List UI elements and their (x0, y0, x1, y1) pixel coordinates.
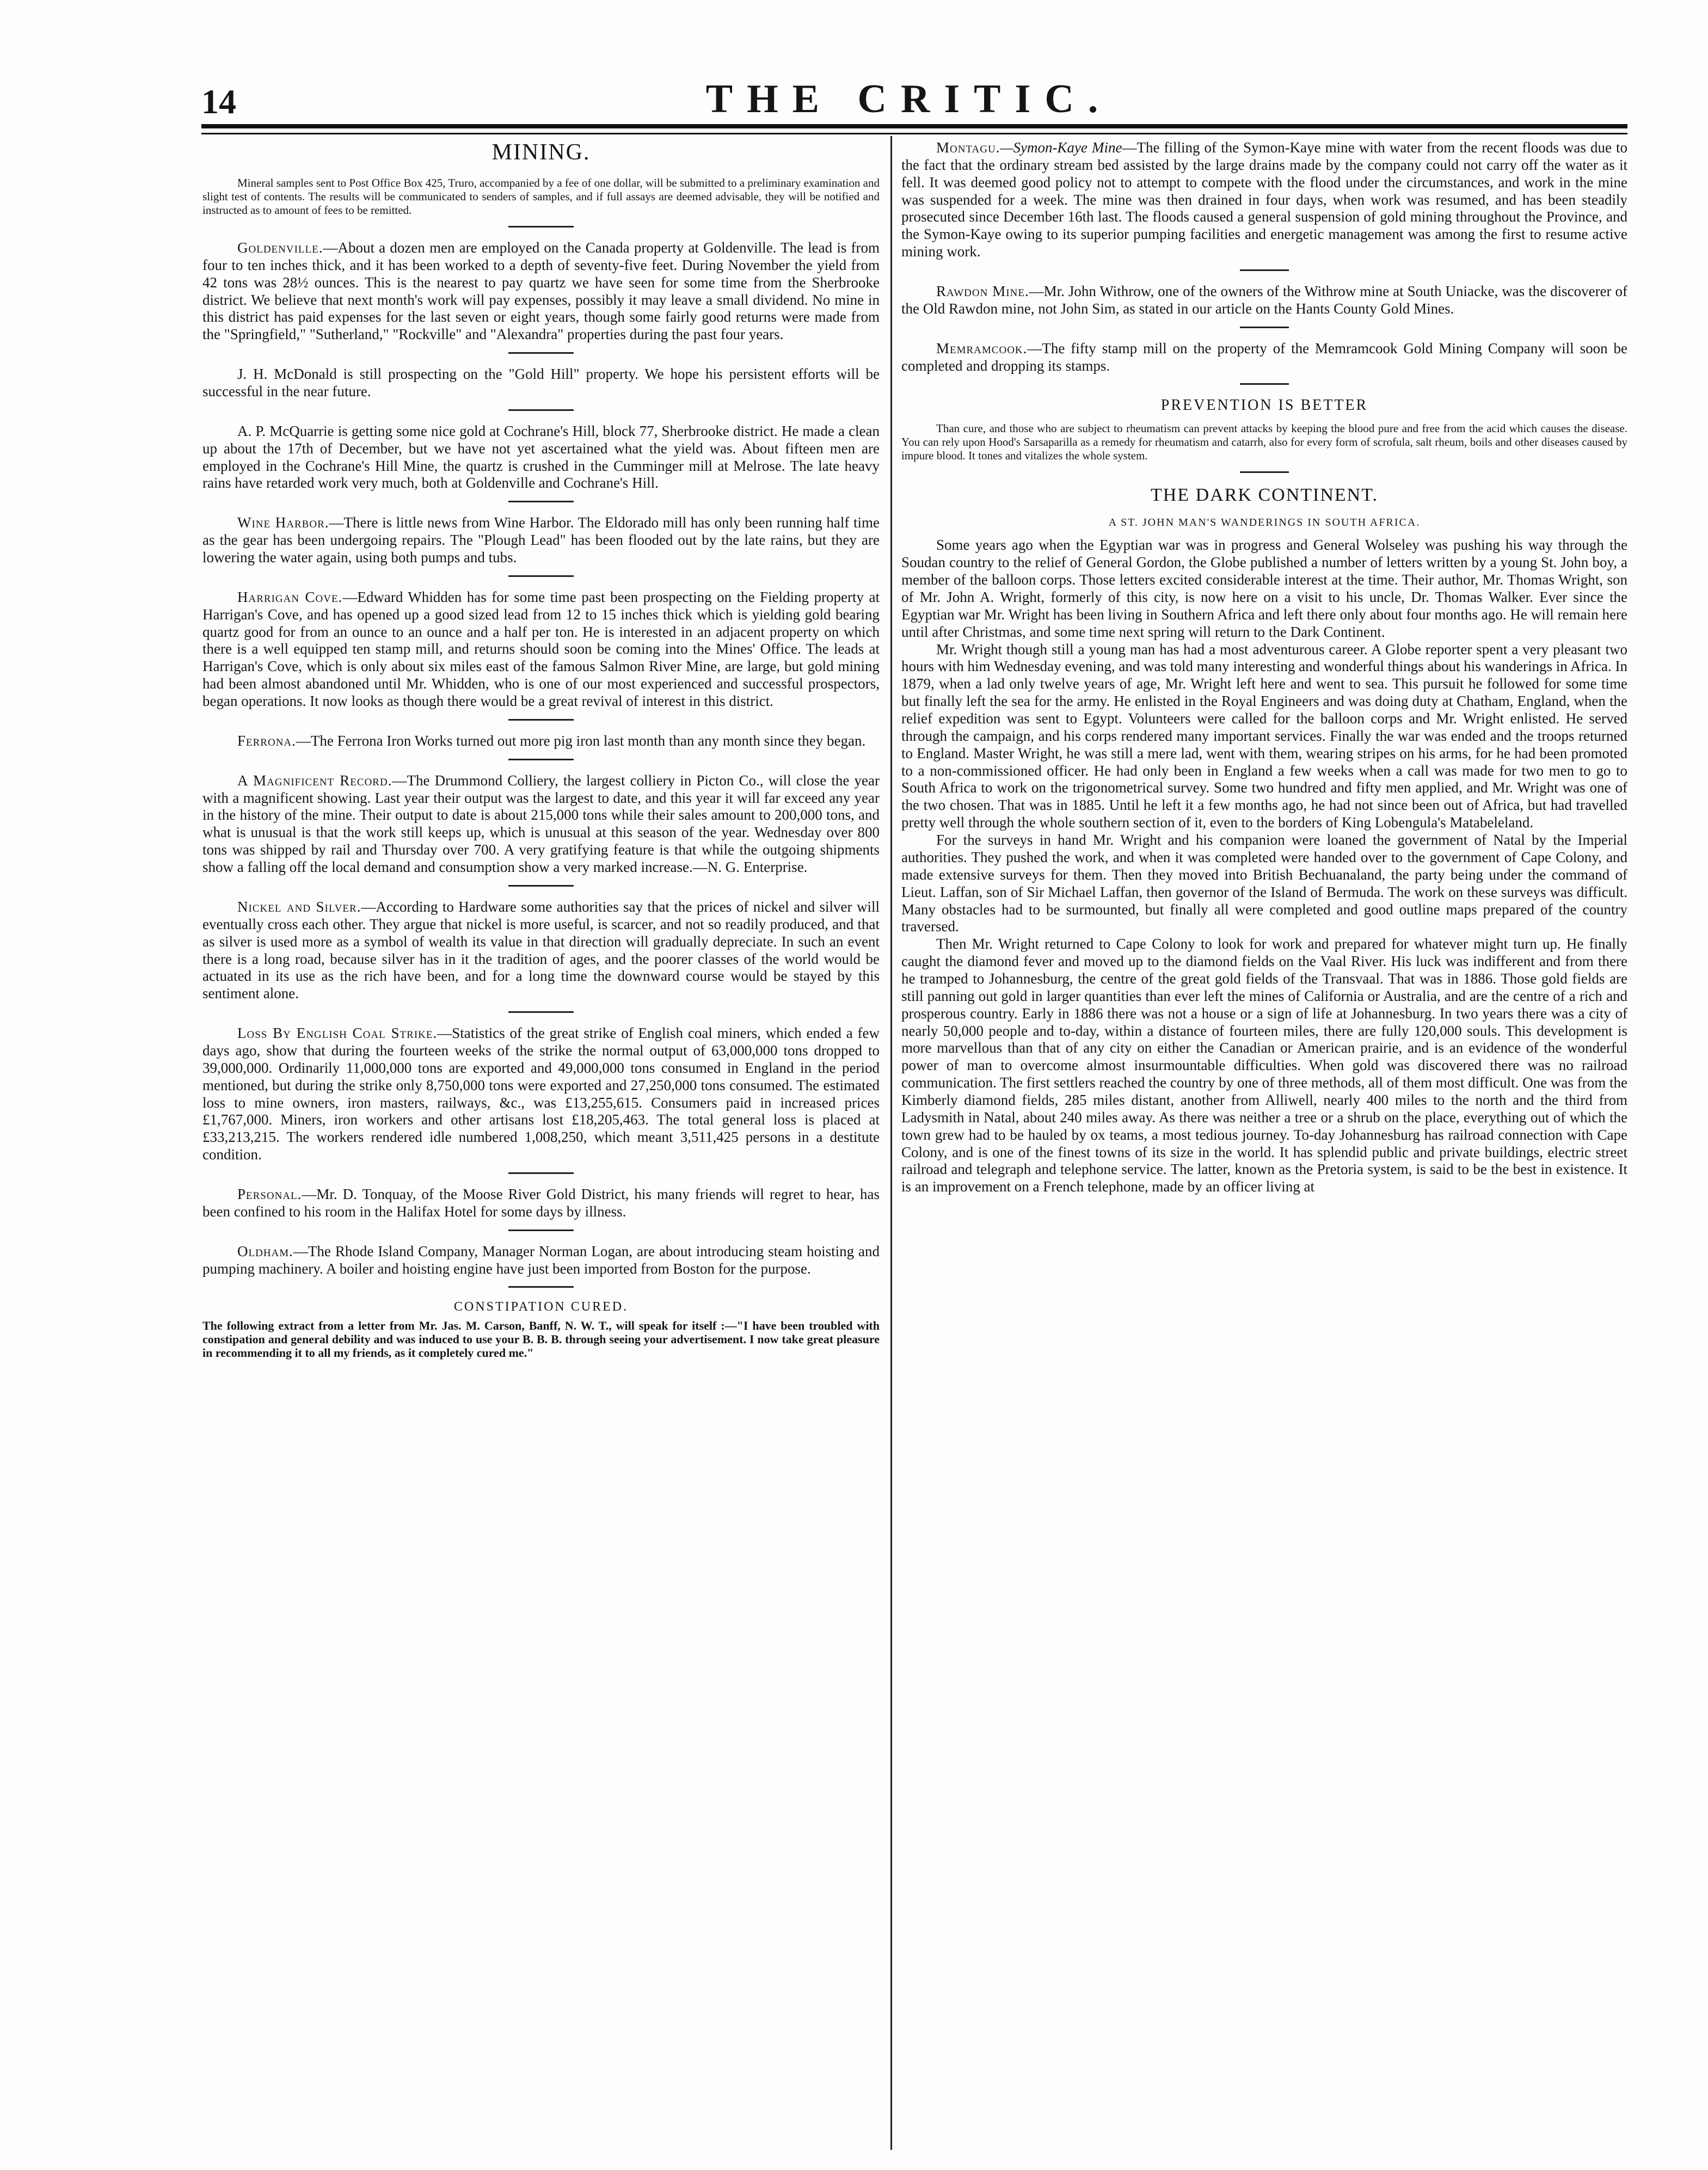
separator-rule (508, 1230, 574, 1231)
separator-rule (1240, 383, 1289, 385)
article-lead: Montagu. (936, 139, 1000, 156)
article-lead: Loss By English Coal Strike. (237, 1025, 438, 1042)
mining-article (202, 423, 880, 492)
separator-rule (508, 1286, 574, 1288)
masthead-rule-thick (201, 124, 1627, 128)
article-text: —Statistics of the great strike of English coal miners, which ended a few days ago, show that during the fourteen weeks of the strike the normal output of 63,000,000 tons dropped to 39,000,000. Ordinarily 11,000,000 tons are exported and 49,000,000 tons consumed in England in the period mentioned, but during the strike only 8,750,000 tons were exported and 27,250,000 tons consumed. The estimated loss to mine owners, iron masters, railways, &c., was £13,255,615. Consumers paid in increased prices £1,767,000. Miners, iron workers and other artisans lost £18,205,463. The total general loss is placed at £33,213,215. The workers rendered idle numbered 1,008,250, which meant 3,511,425 persons in a destitute condition. (202, 1025, 880, 1163)
dark-continent-paragraph: For the surveys in hand Mr. Wright and his companion were loaned the government of Natal by the Imperial authorities. They pushed the work, and when it was completed were handed over to the government of Cape Colony, and made extensive surveys for them. Then they moved into British Bechuanaland, the party being under the command of Lieut. Laffan, son of Sir Michael Laffan, then governor of the Island of Bermuda. The work on these surveys was difficult. Many obstacles had to be surmounted, but finally all were completed and good outline maps prepared of the country traversed. (901, 832, 1627, 935)
separator-rule (508, 759, 574, 760)
article-subtitle: —Symon-Kaye Mine (1000, 139, 1122, 156)
mining-article (202, 589, 880, 710)
mining-notice: Mineral samples sent to Post Office Box 425, Truro, accompanied by a fee of one dollar, will be submitted to a preliminary examination and slight test of contents. The results will be communicated to senders of samples, and if full assays are deemed advisable, they will be notified and instructed as to amount of fees to be remitted. (202, 176, 880, 217)
mining-heading: MINING. (491, 140, 591, 165)
prevention-text: Than cure, and those who are subject to rheumatism can prevent attacks by keeping the blood pure and free from the acid which causes the disease. You can rely upon Hood's Sarsaparilla as a remedy for rheumatism and catarrh, also for every form of scrofula, salt rheum, boils and other diseases caused by impure blood. It tones and vitalizes the whole system. (901, 422, 1627, 463)
article-text: —The Rhode Island Company, Manager Norman Logan, are about introducing steam hoisting and pumping machinery. A boiler and hoisting engine have just been imported from Boston for the purpose. (202, 1243, 880, 1277)
article-lead: Wine Harbor. (237, 514, 329, 531)
mining-article (202, 1025, 880, 1164)
separator-rule (508, 409, 574, 411)
separator-rule (1240, 471, 1289, 473)
separator-rule (508, 575, 574, 577)
masthead-rule-thin (201, 133, 1627, 134)
article-text: —The filling of the Symon-Kaye mine with water from the recent floods was due to the fact that the ordinary stream bed assisted by the large drains made by the company could not carry off the water as it fell. It was deemed good policy not to attempt to compete with the flood under the circumstances, and work in the mine was suspended for a week. The mine was then drained in four days, when work was resumed, and has been steadily prosecuted since December 16th last. The floods caused a general suspension of gold mining throughout the Province, and the Symon-Kaye owing to its superior pumping facilities and energetic management was among the first to resume active mining work. (901, 139, 1627, 260)
article-lead: Rawdon Mine. (936, 283, 1029, 300)
article-text: —About a dozen men are employed on the Canada property at Goldenville. The lead is from four to ten inches thick, and it has been worked to a depth of seventy-five feet. During November the yield from 42 tons was 28½ ounces. This is the nearest to pay quartz we have seen for some time from the Sherbrooke district. We believe that next month's work will pay expenses, possibly it may leave a small dividend. No mine in this district has paid expenses for the last seven or eight years, though some fairly good returns were made from the "Springfield," "Sutherland," "Rockville" and "Alexandra" properties during the past four years. (202, 239, 880, 343)
article-lead: Ferrona. (237, 732, 296, 749)
article-text: —There is little news from Wine Harbor. The Eldorado mill has only been running half time as the gear has been undergoing repairs. The "Plough Lead" has been flooded out by the late rains, but they are lowering the water again, using both pumps and tubs. (202, 514, 880, 566)
article-text: —According to Hardware some authorities say that the prices of nickel and silver will eventually cross each other. They argue that nickel is more useful, is scarcer, and not so readily produced, and that as silver is used more as a symbol of wealth its value in that direction will gradually depreciate. In such an event there is a long road, because silver has in it the tradition of ages, and the poorer classes of the world would be actuated in its use as the rich have been, and for a long time the downward course would be stayed by this sentiment alone. (202, 898, 880, 1002)
article-text: J. H. McDonald is still prospecting on the "Gold Hill" property. We hope his persistent efforts will be successful in the near future. (202, 366, 880, 400)
separator-rule (508, 226, 574, 228)
newspaper-title: THE CRITIC. (705, 77, 1113, 121)
article-lead: Goldenville. (237, 239, 323, 256)
separator-rule (508, 352, 574, 354)
dark-continent-heading: THE DARK CONTINENT. (1151, 485, 1378, 506)
mining-article (202, 899, 880, 1003)
separator-rule (1240, 269, 1289, 271)
mining-article (202, 514, 880, 567)
article-lead: Personal. (237, 1185, 302, 1202)
left-column (202, 139, 880, 2148)
column-divider (890, 136, 892, 2150)
mining-article (202, 733, 880, 750)
article-text: A. P. McQuarrie is getting some nice gold at Cochrane's Hill, block 77, Sherbrooke district. He made a clean up about the 17th of December, but we have not yet ascertained what the yield was. About fifteen men are employed in the Cochrane's Hill Mine, the quartz is crushed in the Cumminger mill at Melrose. The late heavy rains have retarded work very much, both at Goldenville and Cochrane's Hill. (202, 422, 880, 491)
mining-article (901, 340, 1627, 375)
separator-rule (1240, 327, 1289, 328)
article-lead: Oldham. (237, 1243, 293, 1259)
constipation-heading: CONSTIPATION CURED. (453, 1300, 629, 1314)
mining-article (202, 366, 880, 401)
dark-continent-paragraph: Mr. Wright though still a young man has had a most adventurous career. A Globe reporter spent a very pleasant two hours with him Wednesday evening, and was told many interesting and wonderful things about his wanderings in Africa. In 1879, when a lad only twelve years of age, Mr. Wright left here and went to sea. This pursuit he followed for some time but finally left the sea for the army. He enlisted in the Royal Engineers and was doing duty at Chatham, England, when the relief expedition was sent to Egypt. Volunteers were called for the balloon corps and Mr. Wright enlisted. He served through the campaign, and his corps rendered many important services. Finally the war was ended and the troops returned to England. Master Wright, he was still a mere lad, went with them, wearing stripes on his arms, for he had been promoted to a non-commissioned officer. He had only been in England a few weeks when a call was made for two men to go to South Africa to work on the trigonometrical survey. Some two hundred and fifty men applied, and Mr. Wright was one of the two chosen. That was in 1885. Until he left it a few months ago, he had not since been out of Africa, but had travelled pretty well through the whole southern section of it, even to the borders of King Lobengula's Matabeleland. (901, 641, 1627, 831)
article-lead: A Magnificent Record. (237, 772, 392, 789)
mining-article (202, 772, 880, 876)
mining-article (202, 1243, 880, 1278)
article-text: —Mr. D. Tonquay, of the Moose River Gold District, his many friends will regret to hear, has been confined to his room in the Halifax Hotel for some days by illness. (202, 1185, 880, 1220)
mining-article (901, 283, 1627, 318)
article-lead: Memramcook. (936, 340, 1028, 356)
dark-continent-body (901, 537, 1627, 1196)
separator-rule (508, 1172, 574, 1174)
article-text: —The Ferrona Iron Works turned out more pig iron last month than any month since they began. (296, 732, 866, 749)
mining-articles (202, 239, 880, 1288)
mining-article (901, 139, 1627, 261)
page-number: 14 (201, 82, 236, 121)
article-lead: Nickel and Silver. (237, 898, 361, 915)
prevention-heading: PREVENTION IS BETTER (1160, 397, 1368, 414)
article-text: —The fifty stamp mill on the property of the Memramcook Gold Mining Company will soon be completed and dropping its stamps. (901, 340, 1627, 374)
separator-rule (508, 1011, 574, 1013)
article-text: —Mr. John Withrow, one of the owners of the Withrow mine at South Uniacke, was the discoverer of the Old Rawdon mine, not John Sim, as stated in our article on the Hants County Gold Mines. (901, 283, 1627, 317)
dark-continent-paragraph: Some years ago when the Egyptian war was in progress and General Wolseley was pushing his way through the Soudan country to the relief of General Gordon, the Globe published a number of letters written by a young St. John boy, a member of the balloon corps. Those letters excited considerable interest at the time. Their author, Mr. Thomas Wright, son of Mr. John A. Wright, formerly of this city, is now here on a visit to his uncle, Dr. Thomas Walker. Ever since the Egyptian war Mr. Wright has been living in Southern Africa and left there only about four months ago. He will remain here until after Christmas, and some time next spring will return to the Dark Continent. (901, 537, 1627, 640)
article-lead: Harrigan Cove. (237, 588, 343, 605)
constipation-text: The following extract from a letter from Mr. Jas. M. Carson, Banff, N. W. T., will speak for itself :—"I have been troubled with constipation and general debility and was induced to use your B. B. B. through seeing your advertisement. I now take great pleasure in recommending it to all my friends, as it completely cured me." (202, 1319, 880, 1360)
right-column (901, 139, 1627, 2148)
mining-article (202, 239, 880, 343)
separator-rule (508, 885, 574, 887)
right-mining-articles (901, 139, 1627, 385)
article-text: —The Drummond Colliery, the largest colliery in Picton Co., will close the year with a magnificent showing. Last year their output was the largest to date, and this year it will far exceed any year in the history of the mine. Their output to date is about 215,000 tons while their sales amount to 200,000 tons, and what is unusual is that the work still keeps up, which is unusual at this season of the year. Wednesday over 800 tons was shipped by rail and Thursday over 700. A very gratifying feature is that while the outgoing shipments show a falling off the local demand and consumption show a very marked increase.—N. G. Enterprise. (202, 772, 880, 876)
separator-rule (508, 719, 574, 721)
article-text: —Edward Whidden has for some time past been prospecting on the Fielding property at Harrigan's Cove, and has opened up a good sized lead from 12 to 15 inches thick which is yielding gold bearing quartz good for from an ounce to an ounce and a half per ton. He is interested in an adjacent property on which there is a well equipped ten stamp mill, and returns should soon be coming into the Mines' Office. The leads at Harrigan's Cove, which is only about six miles east of the famous Salmon River Mine, are large, but gold mining had been almost abandoned until Mr. Whidden, who is one of our most experienced and successful prospectors, began operations. It now looks as though there would be a great revival of interest in this district. (202, 588, 880, 710)
mining-article (202, 1186, 880, 1221)
separator-rule (508, 501, 574, 502)
dark-continent-paragraph: Then Mr. Wright returned to Cape Colony to look for work and prepared for whatever might turn up. He finally caught the diamond fever and moved up to the diamond fields on the Vaal River. His luck was indifferent and from there he tramped to Johannesburg, the centre of the great gold fields of the Transvaal. That was in 1886. Those gold fields are still panning out gold in larger quantities than ever left the mines of California or Australia, and are the centre of a rich and prosperous country. Early in 1886 there was not a house or a sign of life at Johannesburg. In two years there was a city of nearly 50,000 people and to-day, within a distance of fourteen miles, there are fully 120,000 souls. This development is more marvellous than that of any city on either the Canadian or American prairie, and is an evidence of the wonderful power of man to overcome almost insurmountable difficulties. When gold was discovered there was no railroad communication. The first settlers reached the country by one of three methods, all of them most difficult. One was from the Kimberly diamond fields, 285 miles distant, another from Alliwell, nearly 400 miles to the north and the third from Ladysmith in Natal, about 240 miles away. As there was neither a tree or a shrub on the place, everything out of which the town grew had to be hauled by ox teams, a most tedious journey. To-day Johannesburg has railroad connection with Cape Colony, and is one of the finest towns of its size in the world. It has splendid public and private buildings, electric street railroad and telegraph and telephone service. The latter, known as the Pretoria system, is said to be the best in existence. It is an improvement on a French telephone, made by an officer living at (901, 936, 1627, 1195)
dark-continent-subheading: A ST. JOHN MAN'S WANDERINGS IN SOUTH AFRICA. (1108, 517, 1421, 529)
